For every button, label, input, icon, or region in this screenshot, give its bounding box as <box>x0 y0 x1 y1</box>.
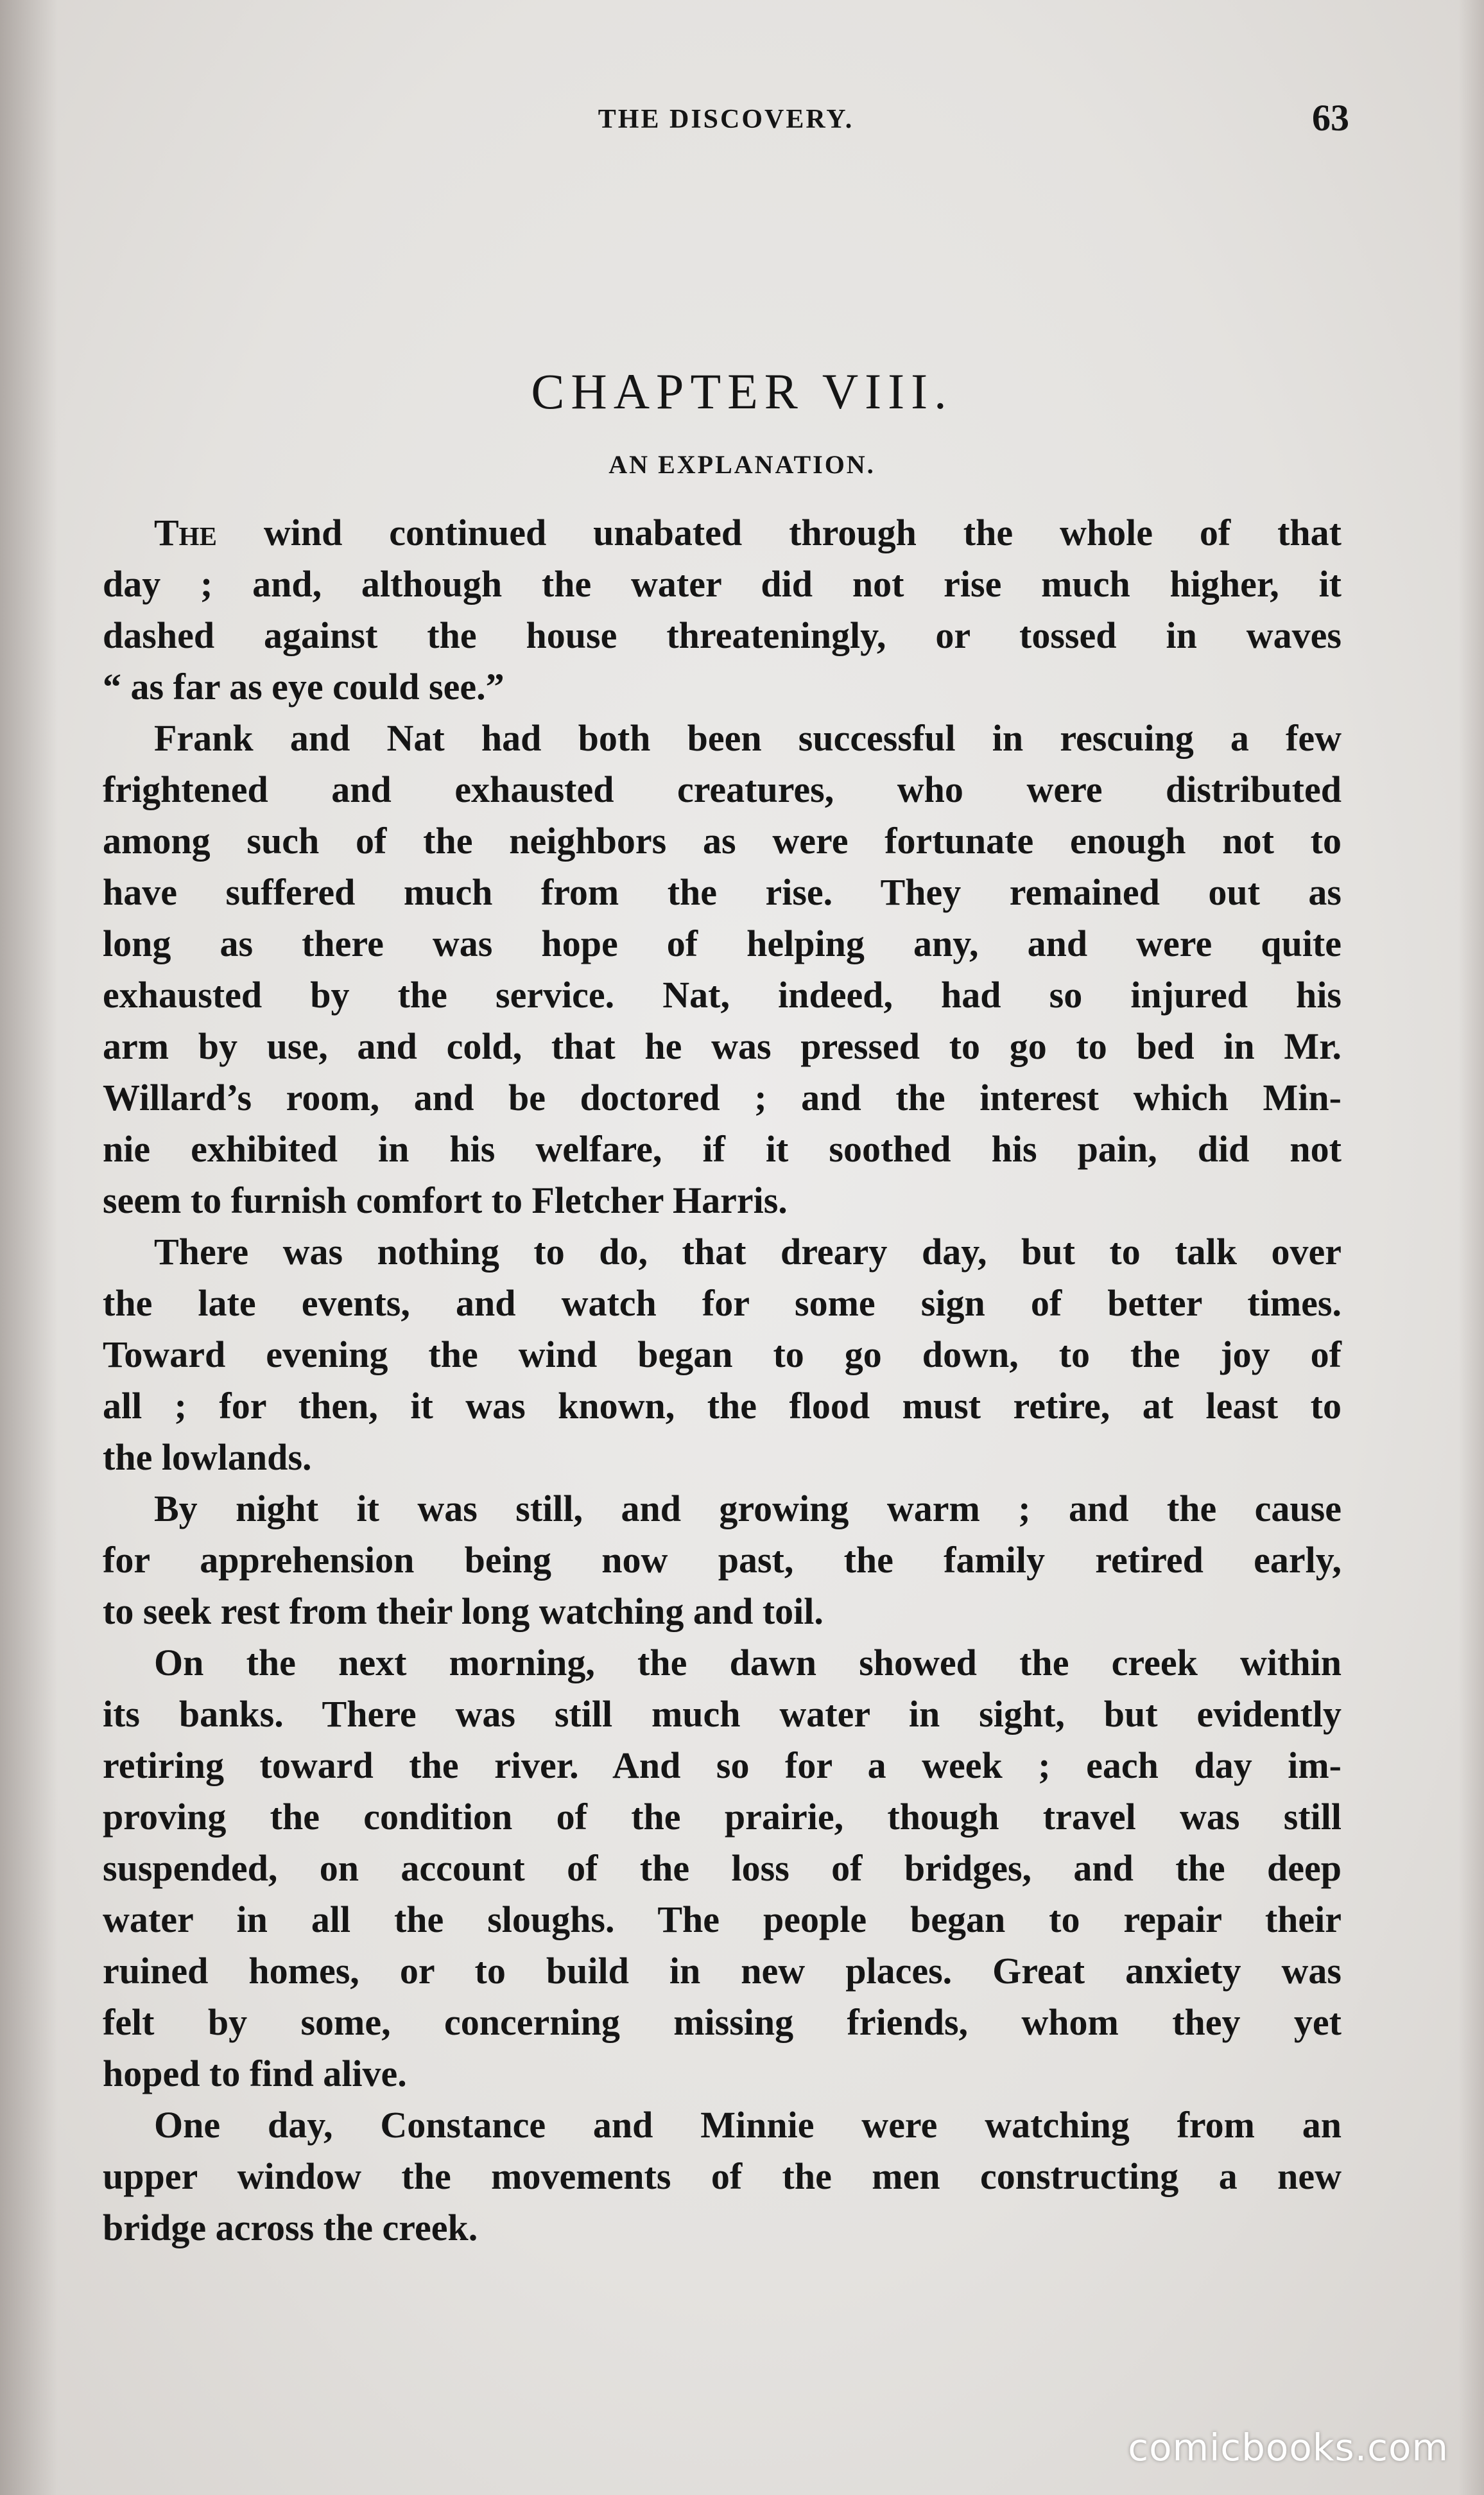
text-line: nie exhibited in his welfare, if it soothed his pain, did not <box>103 1128 1342 1170</box>
running-title: THE DISCOVERY. <box>598 105 854 134</box>
text-line: among such of the neighbors as were fortunate enough not to <box>103 820 1342 862</box>
text-line: have suffered much from the rise. They remained out as <box>103 871 1342 913</box>
text-line: “ as far as eye could see.” <box>103 666 505 708</box>
text-line: One day, Constance and Minnie were watching from an <box>154 2104 1342 2146</box>
text-line: water in all the sloughs. The people began to repair their <box>103 1899 1342 1940</box>
text-line: to seek rest from their long watching and toil. <box>103 1590 824 1632</box>
running-head <box>103 96 1349 148</box>
text-line: hoped to find alive. <box>103 2053 407 2094</box>
text-line: Toward evening the wind began to go down, to the joy of <box>103 1334 1342 1375</box>
text-line: long as there was hope of helping any, and were quite <box>103 923 1342 964</box>
body-text <box>103 507 1342 2254</box>
text-line: day ; and, although the water did not rise much higher, it <box>103 563 1342 605</box>
text-line: By night it was still, and growing warm ; and the cause <box>154 1488 1342 1529</box>
text-line: all ; for then, it was known, the flood must retire, at least to <box>103 1385 1342 1427</box>
text-line: Frank and Nat had both been successful in rescuing a few <box>154 717 1342 759</box>
text-line: frightened and exhausted creatures, who were distributed <box>103 769 1342 810</box>
text-line: bridge across the creek. <box>103 2207 478 2248</box>
text-line: seem to furnish comfort to Fletcher Harris. <box>103 1179 788 1221</box>
text-line: There was nothing to do, that dreary day, but to talk over <box>154 1231 1342 1273</box>
text-line: its banks. There was still much water in sight, but evidently <box>103 1693 1342 1735</box>
text-line: ruined homes, or to build in new places. Great anxiety was <box>103 1950 1342 1992</box>
watermark: comicbooks.com <box>1128 2426 1449 2469</box>
page-number: 63 <box>1312 97 1349 139</box>
text-line: exhausted by the service. Nat, indeed, had so injured his <box>103 974 1342 1016</box>
chapter-heading: CHAPTER VIII. <box>531 363 953 419</box>
text-line: the late events, and watch for some sign of better times. <box>103 1282 1342 1324</box>
text-line: proving the condition of the prairie, though travel was still <box>103 1796 1342 1838</box>
text-line: dashed against the house threateningly, or tossed in waves <box>103 614 1342 656</box>
text-line: felt by some, concerning missing friends, whom they yet <box>103 2001 1342 2043</box>
text-line: On the next morning, the dawn showed the creek within <box>154 1642 1342 1683</box>
drop-word: The <box>154 512 217 553</box>
text-line: for apprehension being now past, the family retired early, <box>103 1539 1342 1581</box>
chapter-subtitle: AN EXPLANATION. <box>608 450 876 479</box>
text-line: The wind continued unabated through the whole of that <box>154 512 1342 553</box>
text-line: arm by use, and cold, that he was pressed to go to bed in Mr. <box>103 1025 1342 1067</box>
text-line: upper window the movements of the men constructing a new <box>103 2155 1342 2197</box>
text-line: Willard’s room, and be doctored ; and the interest which Min- <box>103 1077 1342 1118</box>
text-line: retiring toward the river. And so for a week ; each day im- <box>103 1744 1342 1786</box>
text-line: suspended, on account of the loss of bridges, and the deep <box>103 1847 1342 1889</box>
text-line: the lowlands. <box>103 1436 312 1478</box>
